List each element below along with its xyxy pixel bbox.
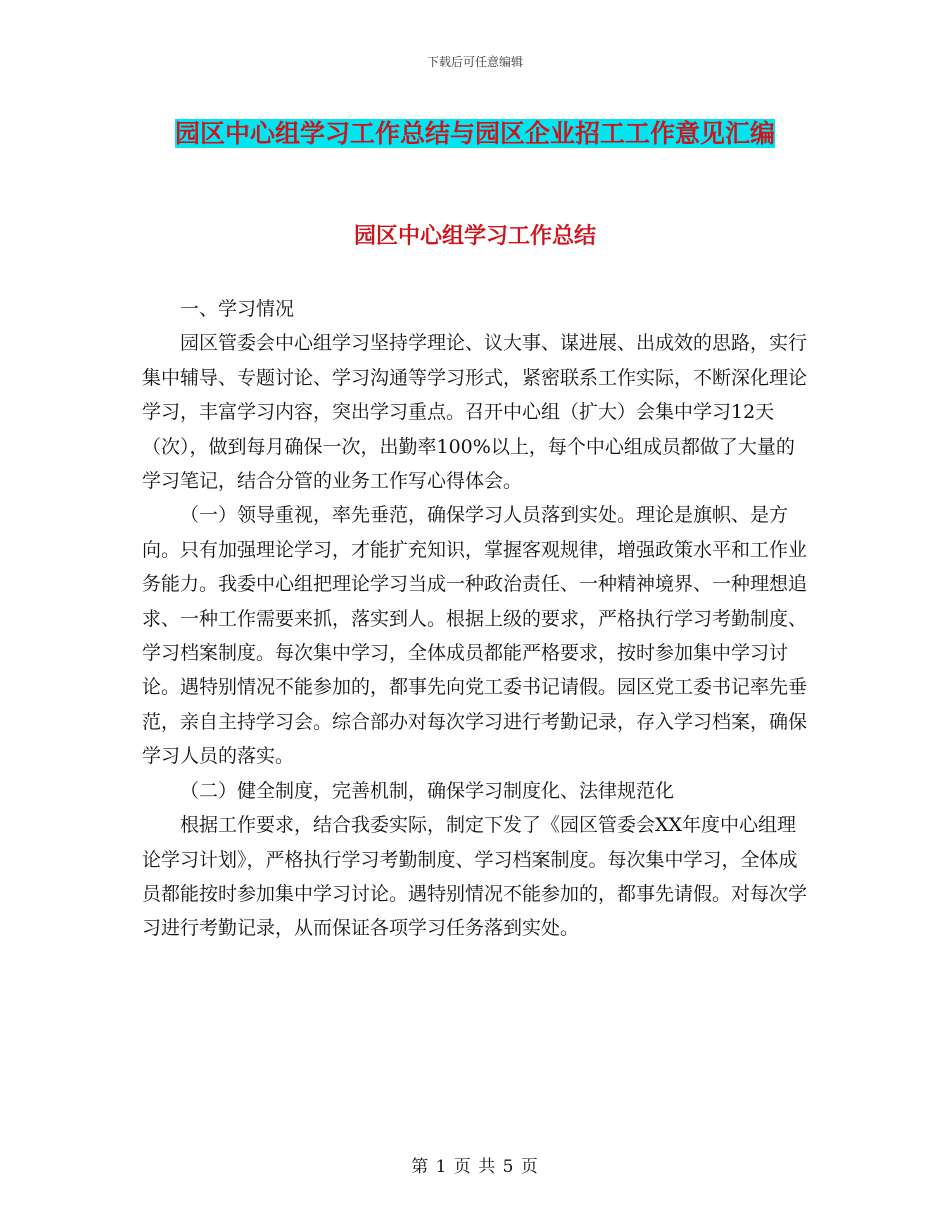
section-title: 园区中心组学习工作总结 [353, 223, 596, 249]
paragraph-leadership: （一）领导重视，率先垂范，确保学习人员落到实处。理论是旗帜、是方向。只有加强理论学习，才能扩充知识，掌握客观规律，增强政策水平和工作业务能力。我委中心组把理论学习当成一种政治责任、一种精神境界、一种理想追求、一种工作需要来抓，落实到人。根据上级的要求，严格执行学习考勤制度、学习档案制度。每次集中学习，全体成员都能严格要求，按时参加集中学习讨论。遇特别情况不能参加的，都事先向党工委书记请假。园区党工委书记率先垂范，亲自主持学习会。综合部办对每次学习进行考勤记录，存入学习档案，确保学习人员的落实。 [142, 504, 808, 768]
document-title [140, 110, 810, 158]
page-header-note: 下载后可任意编辑 [426, 55, 523, 69]
paragraph-overview: 园区管委会中心组学习坚持学理论、议大事、谋进展、出成效的思路，实行集中辅导、专题讨论、学习沟通等学习形式，紧密联系工作实际，不断深化理论学习，丰富学习内容，突出学习重点。召开中心组（扩大）会集中学习12天（次），做到每月确保一次，出勤率100%以上，每个中心组成员都做了大量的学习笔记，结合分管的业务工作写心得体会。 [142, 332, 808, 493]
heading-study-status: 一、学习情况 [180, 298, 295, 320]
document-title-text: 园区中心组学习工作总结与园区企业招工工作意见汇编 [174, 119, 775, 148]
paragraph-system: 根据工作要求，结合我委实际，制定下发了《园区管委会XX年度中心组理论学习计划》，严格执行学习考勤制度、学习档案制度。每次集中学习，全体成员都能按时参加集中学习讨论。遇特别情况不能参加的，都事先请假。对每次学习进行考勤记录，从而保证各项学习任务落到实处。 [142, 814, 808, 940]
paragraph-system-heading: （二）健全制度，完善机制，确保学习制度化、法律规范化 [180, 779, 675, 802]
document-body [142, 292, 808, 946]
page-number: 第 1 页 共 5 页 [411, 1157, 539, 1177]
